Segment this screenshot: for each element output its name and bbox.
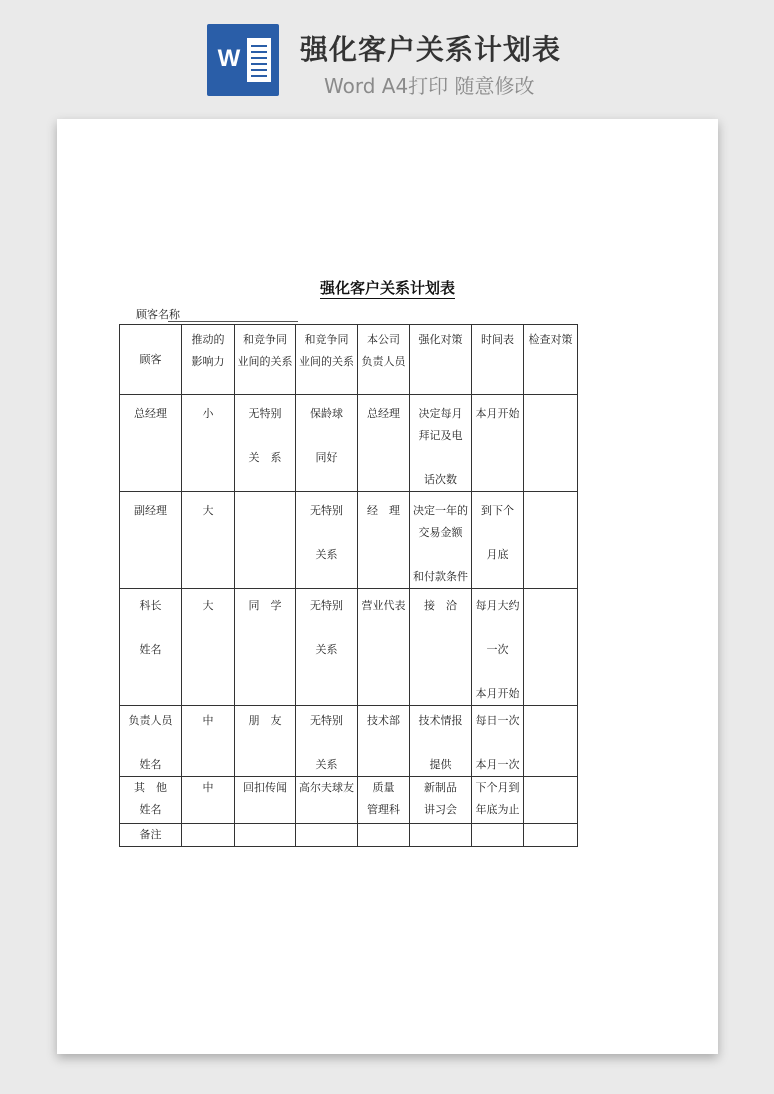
table-cell-influence <box>182 395 235 492</box>
cell-line <box>410 732 471 754</box>
cell-line: 同 学 <box>248 599 282 612</box>
cell-line: 和付款条件 <box>413 570 468 583</box>
remarks-cell <box>182 824 235 847</box>
table-cell-schedule <box>472 395 524 492</box>
remarks-cell <box>472 824 524 847</box>
cell-line: 和竞争同 <box>243 333 287 346</box>
cell-line: 影响力 <box>191 355 225 368</box>
table-cell-relation2 <box>296 706 358 777</box>
document-title-text: 强化客户关系计划表 <box>319 279 455 297</box>
table-cell-strategy <box>410 589 472 706</box>
cell-line <box>296 522 357 544</box>
cell-line: 本月一次 <box>475 758 520 771</box>
table-cell-staff <box>358 589 410 706</box>
cell-line: 姓名 <box>139 803 162 816</box>
cell-line: 接 洽 <box>424 599 457 612</box>
cell-line: 无特别 <box>310 599 343 612</box>
cell-line <box>296 425 357 447</box>
header-title: 强化客户关系计划表 <box>300 33 562 66</box>
table-cell-schedule <box>472 589 524 706</box>
cell-line <box>410 544 471 566</box>
document-title <box>57 277 718 298</box>
cell-line: 科长 <box>139 599 162 612</box>
cell-line: 高尔夫球友 <box>299 781 354 794</box>
table-cell-strategy <box>410 777 472 824</box>
table-row <box>120 777 578 824</box>
document-page <box>57 119 718 1054</box>
cell-line: 拜记及电 <box>418 429 463 442</box>
cell-line: 话次数 <box>424 473 457 486</box>
table-cell-customer <box>120 706 182 777</box>
cell-line: 提供 <box>429 758 452 771</box>
customer-name-label-text: 顾客名称 <box>136 308 180 321</box>
remarks-label <box>120 824 182 847</box>
table-cell-check <box>524 395 578 492</box>
table-cell-relation1 <box>235 492 296 589</box>
header-subtitle: Word A4打印 随意修改 <box>324 74 535 98</box>
cell-line: 顾客 <box>139 352 162 366</box>
cell-line: 交易金额 <box>418 526 463 539</box>
table-cell-check <box>524 589 578 706</box>
cell-line: 关系 <box>315 548 338 561</box>
cell-line: 中 <box>202 781 214 794</box>
cell-line: 无特别 <box>310 714 343 727</box>
table-cell-staff <box>358 706 410 777</box>
table-cell-customer <box>120 589 182 706</box>
cell-line: 姓名 <box>139 643 162 656</box>
cell-line: 年底为止 <box>475 803 520 816</box>
cell-line: 负责人员 <box>128 714 173 727</box>
cell-line: 同好 <box>315 451 338 464</box>
cell-line: 副经理 <box>134 504 167 517</box>
cell-line <box>120 732 181 754</box>
cell-line: 业间的关系 <box>299 355 354 368</box>
customer-relation-plan-table <box>119 324 578 847</box>
cell-line: 本月开始 <box>475 687 520 700</box>
cell-line: 经 理 <box>367 504 400 517</box>
table-cell-strategy <box>410 492 472 589</box>
table-cell-customer <box>120 492 182 589</box>
cell-line: 关系 <box>315 643 338 656</box>
table-cell-customer <box>120 777 182 824</box>
table-cell-relation2 <box>296 492 358 589</box>
cell-line: 回扣传闻 <box>243 781 287 794</box>
cell-line: 营业代表 <box>361 599 406 612</box>
table-cell-staff <box>358 492 410 589</box>
table-cell-relation2 <box>296 777 358 824</box>
cell-line: 新制品 <box>424 781 457 794</box>
table-row <box>120 395 578 492</box>
table-cell-relation1 <box>235 777 296 824</box>
cell-line <box>472 732 523 754</box>
column-header <box>358 325 410 395</box>
cell-line: 技术情报 <box>418 714 463 727</box>
column-header <box>524 325 578 395</box>
word-letter: W <box>217 45 241 72</box>
table-cell-relation1 <box>235 589 296 706</box>
column-header <box>296 325 358 395</box>
cell-line: 姓名 <box>139 758 162 771</box>
remarks-cell <box>358 824 410 847</box>
page-header <box>0 0 774 110</box>
table-cell-influence <box>182 589 235 706</box>
cell-line <box>472 661 523 683</box>
cell-line: 本公司 <box>367 333 400 346</box>
table-cell-staff <box>358 777 410 824</box>
word-document-icon <box>207 24 279 96</box>
table-cell-check <box>524 706 578 777</box>
remarks-cell <box>296 824 358 847</box>
table-cell-relation2 <box>296 395 358 492</box>
cell-line: 大 <box>202 599 214 612</box>
column-header <box>410 325 472 395</box>
remarks-cell <box>235 824 296 847</box>
cell-line: 一次 <box>486 643 509 656</box>
cell-line: 推动的 <box>191 333 225 346</box>
cell-line: 无特别 <box>310 504 343 517</box>
cell-line: 讲习会 <box>424 803 457 816</box>
table-cell-customer <box>120 395 182 492</box>
cell-line: 决定每月 <box>418 407 463 420</box>
table-row <box>120 492 578 589</box>
cell-line: 关系 <box>315 758 338 771</box>
cell-line <box>120 617 181 639</box>
cell-line: 到下个 <box>481 504 514 517</box>
cell-line: 本月开始 <box>475 407 520 420</box>
table-cell-strategy <box>410 395 472 492</box>
cell-line: 总经理 <box>367 407 400 420</box>
table-cell-check <box>524 492 578 589</box>
table-cell-influence <box>182 706 235 777</box>
column-header <box>182 325 235 395</box>
table-cell-strategy <box>410 706 472 777</box>
cell-line: 每日一次 <box>475 714 520 727</box>
table-row <box>120 589 578 706</box>
customer-name-field <box>168 321 298 322</box>
cell-line: 时间表 <box>481 333 514 346</box>
cell-line: 技术部 <box>367 714 400 727</box>
cell-line: 朋 友 <box>248 714 282 727</box>
cell-line: 月底 <box>486 548 509 561</box>
table-cell-schedule <box>472 777 524 824</box>
cell-line <box>472 522 523 544</box>
table-row <box>120 706 578 777</box>
table-header-row <box>120 325 578 395</box>
cell-line: 决定一年的 <box>413 504 468 517</box>
column-header <box>472 325 524 395</box>
cell-line: 小 <box>202 407 214 420</box>
remarks-cell <box>524 824 578 847</box>
document-lines-icon <box>247 38 271 82</box>
cell-line: 质量 <box>372 781 395 794</box>
cell-line <box>296 732 357 754</box>
table-cell-relation1 <box>235 706 296 777</box>
column-header <box>235 325 296 395</box>
cell-line: 强化对策 <box>418 333 463 346</box>
cell-line: 无特别 <box>248 407 282 420</box>
cell-line: 备注 <box>139 828 162 841</box>
customer-name-label <box>136 306 296 324</box>
cell-line: 检查对策 <box>528 333 573 346</box>
table-cell-relation1 <box>235 395 296 492</box>
table-cell-check <box>524 777 578 824</box>
table-cell-influence <box>182 492 235 589</box>
cell-line: 每月大约 <box>475 599 520 612</box>
cell-line: 其 他 <box>134 781 167 794</box>
remarks-row <box>120 824 578 847</box>
remarks-cell <box>410 824 472 847</box>
cell-line: 总经理 <box>134 407 167 420</box>
cell-line <box>410 447 471 469</box>
cell-line <box>472 617 523 639</box>
cell-line: 下个月到 <box>475 781 520 794</box>
cell-line: 管理科 <box>367 803 400 816</box>
cell-line: 和竞争同 <box>304 333 349 346</box>
table-cell-staff <box>358 395 410 492</box>
table-cell-schedule <box>472 706 524 777</box>
cell-line: 大 <box>202 504 214 517</box>
cell-line: 中 <box>202 714 214 727</box>
cell-line: 负责人员 <box>361 355 406 368</box>
table-cell-influence <box>182 777 235 824</box>
column-header <box>120 325 182 395</box>
cell-line: 关 系 <box>248 451 282 464</box>
cell-line: 业间的关系 <box>237 355 293 368</box>
table-cell-relation2 <box>296 589 358 706</box>
cell-line <box>296 617 357 639</box>
cell-line <box>235 425 295 447</box>
table-cell-schedule <box>472 492 524 589</box>
cell-line: 保龄球 <box>310 407 343 420</box>
